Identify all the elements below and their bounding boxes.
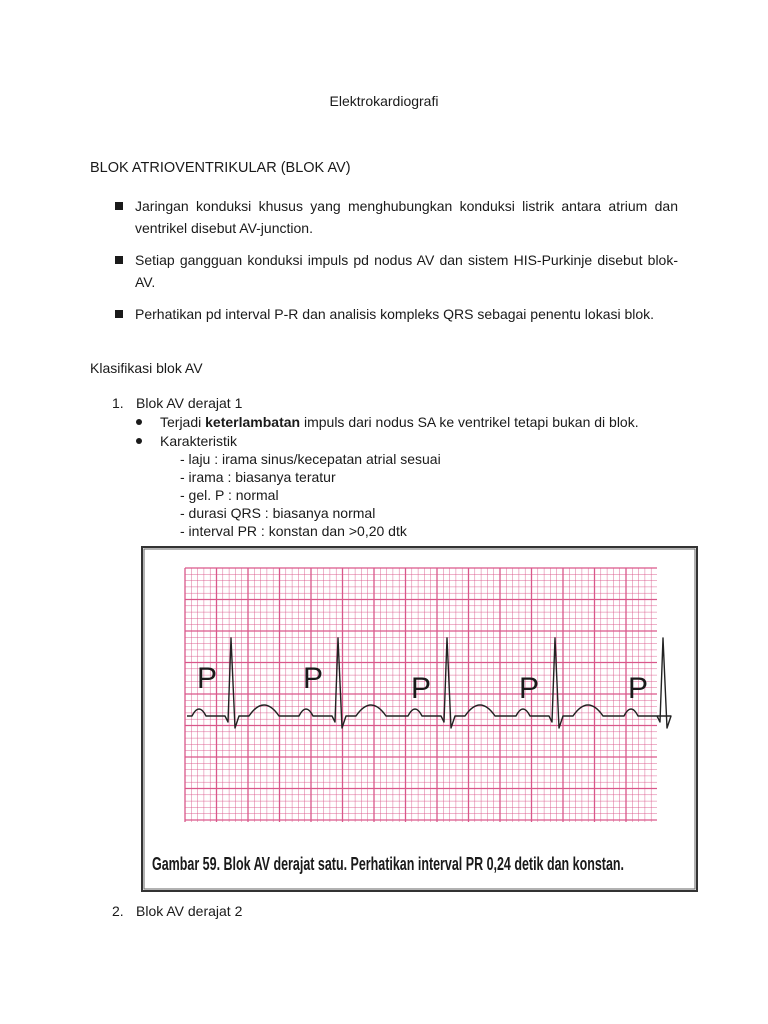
numbered-item-2 [112,903,242,919]
round-bullet-icon [136,438,142,444]
p-wave-label: P [197,662,218,695]
p-wave-label: P [519,672,540,705]
characteristic-line: - gel. P : normal [180,487,279,503]
square-bullet-icon [115,256,123,264]
characteristics-list [180,450,441,540]
characteristic-line: - laju : irama sinus/kecepatan atrial sesuai [180,451,441,467]
intro-point [90,195,678,239]
characteristic-line: - interval PR : konstan dan >0,20 dtk [180,523,407,539]
ecg-figure [141,546,698,892]
bullet-text-bold: keterlambatan [205,414,301,430]
square-bullet-icon [115,310,123,318]
intro-point-text: Perhatikan pd interval P-R dan analisis kompleks QRS sebagai penentu lokasi blok. [135,306,655,322]
p-wave-label: P [303,662,324,695]
intro-point-text: Setiap gangguan konduksi impuls pd nodus AV dan sistem HIS-Purkinje disebut blok-AV. [135,252,678,290]
characteristic-line: - durasi QRS : biasanya normal [180,505,376,521]
intro-point-text: Jaringan konduksi khusus yang menghubungkan konduksi listrik antara atrium dan ventrikel disebut AV-junction. [135,198,678,236]
bullet-text-suffix: impuls dari nodus SA ke ventrikel tetapi bukan di blok. [300,414,639,430]
square-bullet-icon [115,202,123,210]
item-label: Blok AV derajat 2 [136,903,243,919]
item-number: 1. [112,395,124,411]
bullet-text-prefix: Terjadi [160,414,206,430]
p-wave-label: P [628,672,649,705]
numbered-item-1 [112,395,242,411]
figure-caption: Gambar 59. Blok AV derajat satu. Perhatikan interval PR 0,24 detik dan konstan. [152,854,624,874]
characteristic-line: - irama : biasanya teratur [180,469,336,485]
bullet-characteristics [160,432,237,450]
classification-heading: Klasifikasi blok AV [90,360,203,376]
item-number: 2. [112,903,124,919]
item-label: Blok AV derajat 1 [136,395,243,411]
intro-point [90,249,678,293]
page-title: Elektrokardiografi [329,93,439,109]
intro-point-list [90,195,678,335]
bullet-delay [160,413,639,431]
p-wave-label: P [411,672,432,705]
round-bullet-icon [136,419,142,425]
intro-point [90,303,678,325]
section-heading: BLOK ATRIOVENTRIKULAR (BLOK AV) [90,160,351,176]
bullet-text: Karakteristik [160,433,238,449]
